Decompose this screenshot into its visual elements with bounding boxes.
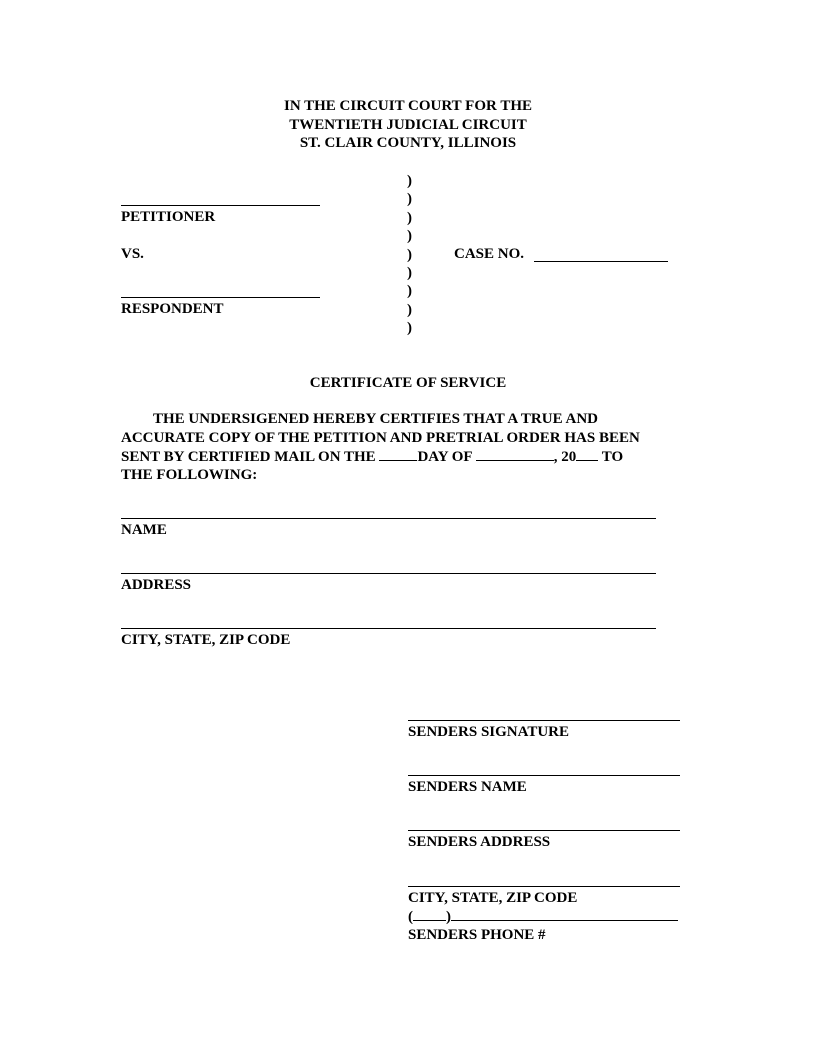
year-prefix-text: , 20 (553, 449, 577, 465)
caption-paren: ) (407, 209, 412, 226)
case-no-label: CASE NO. (454, 246, 525, 262)
court-name-line-3: ST. CLAIR COUNTY, ILLINOIS (299, 135, 517, 151)
recipient-city-label: CITY, STATE, ZIP CODE (121, 632, 291, 648)
sender-address-line[interactable] (408, 830, 680, 831)
sender-city-line[interactable] (408, 886, 680, 887)
phone-open-paren: ( (408, 909, 413, 925)
respondent-name-line[interactable] (121, 297, 320, 298)
recipient-name-label: NAME (121, 522, 167, 538)
case-no-line[interactable] (534, 261, 668, 262)
recipient-name-line[interactable] (121, 518, 656, 519)
caption-paren: ) (407, 246, 412, 263)
caption-paren: ) (407, 265, 412, 282)
certificate-text-line-1: THE UNDERSIGENED HEREBY CERTIFIES THAT A TRUE AND (153, 411, 599, 427)
sender-name-label: SENDERS NAME (408, 779, 527, 795)
certificate-text-line-3 (121, 447, 623, 466)
certificate-text-line-2: ACCURATE COPY OF THE PETITION AND PRETRIAL ORDER HAS BEEN (121, 430, 640, 446)
vs-label: VS. (121, 246, 144, 262)
day-of-text: DAY OF (417, 449, 473, 465)
sender-signature-label: SENDERS SIGNATURE (408, 724, 570, 740)
certificate-title: CERTIFICATE OF SERVICE (309, 375, 507, 391)
court-name-line-1: IN THE CIRCUIT COURT FOR THE (283, 98, 532, 114)
recipient-city-line[interactable] (121, 628, 656, 629)
sender-signature-line[interactable] (408, 720, 680, 721)
to-text: TO (601, 449, 624, 465)
caption-paren: ) (407, 228, 412, 245)
day-blank[interactable] (379, 447, 417, 461)
area-code-blank[interactable] (413, 907, 446, 921)
caption-paren: ) (407, 301, 412, 318)
certificate-text-line-4: THE FOLLOWING: (121, 467, 258, 483)
certificate-sent-text: SENT BY CERTIFIED MAIL ON THE (121, 449, 376, 465)
recipient-address-label: ADDRESS (121, 577, 192, 593)
year-blank[interactable] (576, 447, 598, 461)
petitioner-name-line[interactable] (121, 205, 320, 206)
petitioner-label: PETITIONER (121, 209, 216, 225)
court-name-line-2: TWENTIETH JUDICIAL CIRCUIT (289, 117, 527, 133)
sender-address-label: SENDERS ADDRESS (408, 834, 551, 850)
caption-paren: ) (407, 283, 412, 300)
caption-parentheses (407, 172, 412, 338)
caption-paren: ) (407, 191, 412, 208)
respondent-label: RESPONDENT (121, 301, 224, 317)
sender-phone-label: SENDERS PHONE # (408, 927, 546, 943)
caption-paren: ) (407, 173, 412, 189)
phone-close-paren: ) (446, 909, 451, 925)
sender-phone-row (408, 907, 678, 926)
caption-paren: ) (407, 320, 412, 337)
recipient-address-line[interactable] (121, 573, 656, 574)
sender-name-line[interactable] (408, 775, 680, 776)
month-blank[interactable] (476, 447, 554, 461)
sender-city-label: CITY, STATE, ZIP CODE (408, 890, 578, 906)
phone-number-blank[interactable] (451, 907, 678, 921)
